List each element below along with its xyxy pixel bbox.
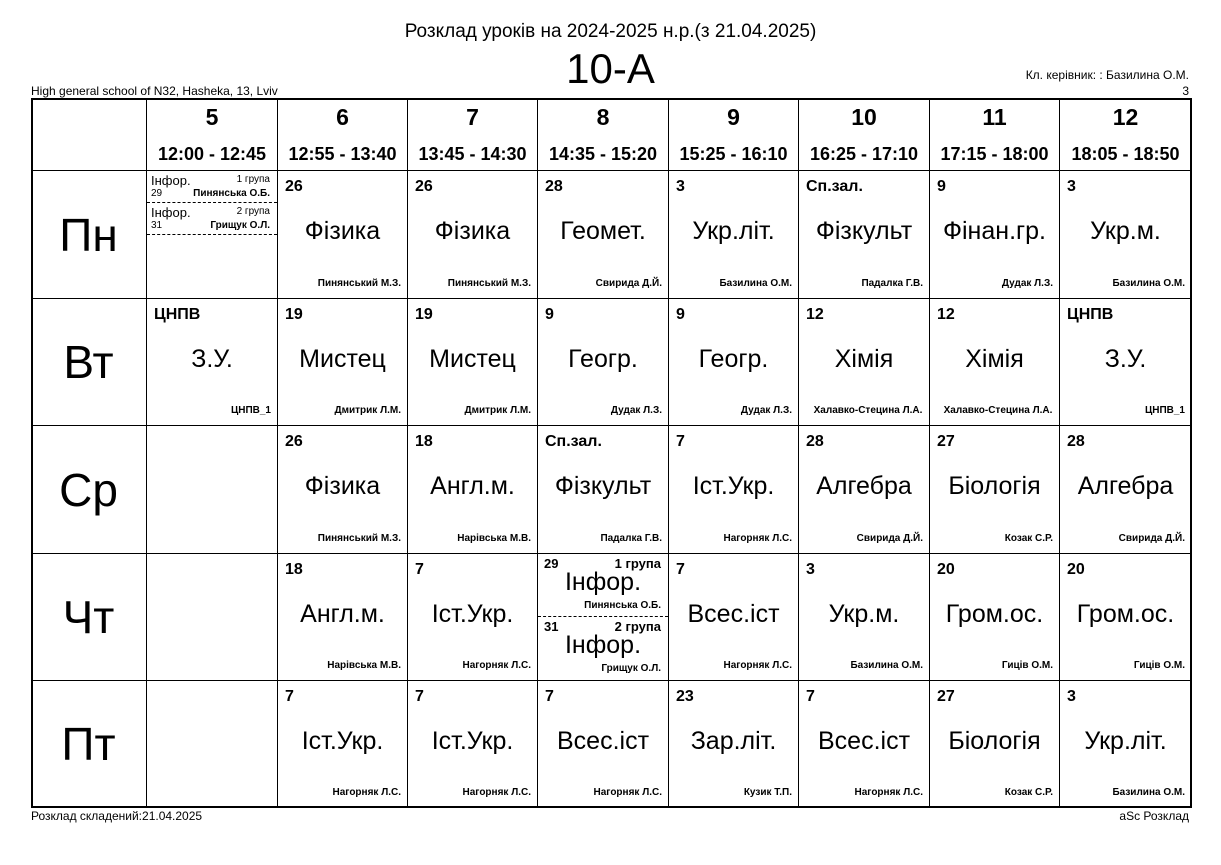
lesson-room: ЦНПВ xyxy=(154,306,201,323)
lesson-room: 7 xyxy=(545,688,554,705)
period-number: 6 xyxy=(336,104,349,130)
lesson-cell xyxy=(408,171,538,299)
lesson-teacher: Дудак Л.З. xyxy=(610,405,662,416)
created-date: Розклад складений:21.04.2025 xyxy=(31,809,203,823)
lesson-teacher: Падалка Г.В. xyxy=(861,278,923,289)
day-name: Ср xyxy=(59,463,118,516)
lesson-cell xyxy=(1060,426,1192,554)
lesson-teacher: Дудак Л.З. xyxy=(1001,278,1053,289)
lesson-cell xyxy=(538,681,669,808)
lesson-subject: Гром.ос. xyxy=(945,600,1044,628)
corner-cell xyxy=(31,98,147,171)
lesson-subject: Хімія xyxy=(834,345,894,373)
lesson-room: 31 xyxy=(151,220,163,231)
lesson-subject: Алгебра xyxy=(816,472,912,500)
period-header xyxy=(930,98,1060,171)
lesson-teacher: Базилина О.М. xyxy=(850,660,923,671)
lesson-cell xyxy=(669,681,799,808)
lesson-cell xyxy=(278,299,408,426)
lesson-cell xyxy=(930,171,1060,299)
lesson-teacher: Нагорняк Л.С. xyxy=(462,787,531,798)
lesson-subject: Біологія xyxy=(948,472,1041,500)
lesson-subject: Фізкульт xyxy=(554,472,652,500)
lesson-teacher: Нагорняк Л.С. xyxy=(723,660,792,671)
lesson-cell xyxy=(669,171,799,299)
lesson-teacher: Пинянський М.З. xyxy=(317,533,401,544)
period-number: 12 xyxy=(1112,104,1139,130)
day-cell xyxy=(31,299,147,426)
lesson-subject: З.У. xyxy=(191,345,233,373)
lesson-cell xyxy=(538,426,669,554)
lesson-cell xyxy=(147,299,278,426)
lesson-subject: Англ.м. xyxy=(430,472,515,500)
lesson-cell xyxy=(669,426,799,554)
lesson-subject: Всес.іст xyxy=(556,727,650,755)
day-cell xyxy=(31,426,147,554)
lesson-subject: Біологія xyxy=(948,727,1041,755)
lesson-cell xyxy=(278,681,408,808)
lesson-teacher: Нагорняк Л.С. xyxy=(854,787,923,798)
lesson-teacher: Нарівська М.В. xyxy=(327,660,401,671)
lesson-room: 12 xyxy=(937,306,955,323)
lesson-teacher: Дмитрик Л.М. xyxy=(334,405,401,416)
lesson-room: 7 xyxy=(676,433,685,450)
lesson-room: Сп.зал. xyxy=(545,433,602,450)
lesson-room: 7 xyxy=(806,688,815,705)
lesson-room: 26 xyxy=(285,178,303,195)
schedule-title: Розклад уроків на 2024-2025 н.р.(з 21.04.2025) xyxy=(404,21,817,42)
day-name: Чт xyxy=(62,591,115,643)
lesson-cell xyxy=(930,554,1060,681)
timetable-grid xyxy=(31,98,1192,808)
lesson-room: 19 xyxy=(285,306,303,323)
lesson-cell xyxy=(669,554,799,681)
period-number: 7 xyxy=(466,104,479,130)
lesson-room: Сп.зал. xyxy=(806,178,863,195)
group-lesson xyxy=(538,617,668,680)
lesson-cell xyxy=(799,681,930,808)
lesson-subject: Укр.м. xyxy=(828,600,900,628)
lesson-teacher: Свирида Д.Й. xyxy=(1118,533,1185,544)
lesson-subject: Укр.літ. xyxy=(692,217,775,245)
lesson-teacher: Дудак Л.З. xyxy=(740,405,792,416)
lesson-teacher: Кузик Т.П. xyxy=(743,787,792,798)
lesson-teacher: Халавко-Стецина Л.А. xyxy=(813,405,923,416)
lesson-teacher: Свирида Д.Й. xyxy=(856,533,923,544)
lesson-cell xyxy=(930,681,1060,808)
lesson-room: 20 xyxy=(1067,561,1085,578)
lesson-teacher: Грищук О.Л. xyxy=(210,220,270,231)
lesson-teacher: Нагорняк Л.С. xyxy=(723,533,792,544)
lesson-teacher: Нагорняк Л.С. xyxy=(593,787,662,798)
day-name: Пн xyxy=(59,208,118,261)
lesson-subject: Іст.Укр. xyxy=(301,727,384,755)
class-teacher: Кл. керівник: : Базилина О.М. xyxy=(1025,68,1189,82)
lesson-cell xyxy=(799,171,930,299)
lesson-room: 18 xyxy=(415,433,433,450)
lesson-room: 19 xyxy=(415,306,433,323)
lesson-room: 7 xyxy=(415,561,424,578)
lesson-cell xyxy=(408,299,538,426)
lesson-room: 3 xyxy=(1067,178,1076,195)
lesson-teacher: Нагорняк Л.С. xyxy=(462,660,531,671)
day-cell xyxy=(31,171,147,299)
lesson-room: 18 xyxy=(285,561,303,578)
period-time: 12:00 - 12:45 xyxy=(157,144,267,164)
lesson-subject: Фізкульт xyxy=(815,217,913,245)
lesson-teacher: Козак С.Р. xyxy=(1004,787,1053,798)
period-header xyxy=(147,98,278,171)
lesson-room: 9 xyxy=(676,306,685,323)
lesson-subject: Геогр. xyxy=(698,345,769,373)
period-time: 15:25 - 16:10 xyxy=(679,144,788,164)
lesson-subject: Іст.Укр. xyxy=(431,600,514,628)
lesson-room: ЦНПВ xyxy=(1067,306,1114,323)
lesson-cell xyxy=(147,171,278,299)
period-header xyxy=(408,98,538,171)
lesson-teacher: Нагорняк Л.С. xyxy=(332,787,401,798)
lesson-room: 27 xyxy=(937,688,955,705)
period-time: 14:35 - 15:20 xyxy=(548,144,658,164)
period-number: 10 xyxy=(851,104,877,130)
period-header xyxy=(1060,98,1192,171)
page-number: 3 xyxy=(1182,84,1189,98)
lesson-cell xyxy=(799,554,930,681)
lesson-teacher: Пинянська О.Б. xyxy=(193,188,270,199)
lesson-room: 28 xyxy=(806,433,824,450)
lesson-subject: Фізика xyxy=(304,472,381,500)
lesson-room: 28 xyxy=(545,178,563,195)
lesson-room: 26 xyxy=(415,178,433,195)
lesson-cell xyxy=(538,554,669,681)
empty-cell xyxy=(147,426,278,554)
lesson-room: 9 xyxy=(937,178,946,195)
lesson-subject: Укр.літ. xyxy=(1084,727,1167,755)
lesson-room: 29 xyxy=(151,188,163,199)
lesson-room: 7 xyxy=(676,561,685,578)
lesson-cell xyxy=(278,554,408,681)
lesson-subject: Мистец xyxy=(429,345,516,373)
period-header xyxy=(278,98,408,171)
empty-cell xyxy=(147,681,278,808)
day-name: Пт xyxy=(61,718,116,770)
lesson-room: 28 xyxy=(1067,433,1085,450)
lesson-cell xyxy=(1060,554,1192,681)
day-cell xyxy=(31,681,147,808)
period-number: 5 xyxy=(205,104,219,130)
lesson-cell xyxy=(538,171,669,299)
lesson-subject: Інфор. xyxy=(151,205,191,220)
lesson-subject: Хімія xyxy=(965,345,1024,373)
lesson-teacher: Базилина О.М. xyxy=(1112,787,1185,798)
lesson-room: 7 xyxy=(415,688,424,705)
lesson-subject: Мистец xyxy=(299,345,386,373)
lesson-subject: Укр.м. xyxy=(1090,217,1161,245)
lesson-cell xyxy=(1060,171,1192,299)
lesson-teacher: Гиців О.М. xyxy=(1001,660,1053,671)
lesson-teacher: Гиців О.М. xyxy=(1133,660,1185,671)
lesson-cell xyxy=(930,299,1060,426)
day-name: Вт xyxy=(63,336,114,388)
lesson-cell xyxy=(538,299,669,426)
empty-cell xyxy=(147,554,278,681)
period-time: 18:05 - 18:50 xyxy=(1071,144,1180,164)
lesson-subject: Англ.м. xyxy=(300,600,385,628)
period-header xyxy=(669,98,799,171)
lesson-teacher: Базилина О.М. xyxy=(719,278,792,289)
period-time: 13:45 - 14:30 xyxy=(418,144,527,164)
lesson-cell xyxy=(408,426,538,554)
lesson-room: 3 xyxy=(1067,688,1076,705)
school-name: High general school of N32, Hasheka, 13, Lviv xyxy=(31,84,278,98)
lesson-teacher: Грищук О.Л. xyxy=(601,663,661,674)
lesson-teacher: Козак С.Р. xyxy=(1004,533,1053,544)
lesson-cell xyxy=(408,554,538,681)
lesson-teacher: ЦНПВ_1 xyxy=(1144,405,1185,416)
lesson-teacher: Пинянський М.З. xyxy=(317,278,401,289)
class-name: 10-А xyxy=(566,45,655,92)
lesson-room: 7 xyxy=(285,688,294,705)
lesson-room: 3 xyxy=(676,178,685,195)
lesson-room: 12 xyxy=(806,306,824,323)
lesson-subject: Інфор. xyxy=(564,568,642,596)
lesson-teacher: Пинянська О.Б. xyxy=(584,600,661,611)
lesson-room: 3 xyxy=(806,561,815,578)
lesson-subject: Гром.ос. xyxy=(1076,600,1175,628)
period-time: 12:55 - 13:40 xyxy=(288,144,397,164)
lesson-subject: Алгебра xyxy=(1077,472,1174,500)
period-number: 9 xyxy=(727,104,740,130)
lesson-subject: Фізика xyxy=(434,217,511,245)
lesson-teacher: Свирида Д.Й. xyxy=(595,278,662,289)
lesson-subject: Інфор. xyxy=(564,631,642,659)
lesson-cell xyxy=(278,426,408,554)
lesson-group: 1 група xyxy=(614,556,661,571)
lesson-subject: Всес.іст xyxy=(687,600,780,628)
lesson-group: 2 група xyxy=(236,206,270,217)
lesson-teacher: Дмитрик Л.М. xyxy=(464,405,531,416)
lesson-group: 1 група xyxy=(236,174,270,185)
lesson-room: 9 xyxy=(545,306,554,323)
lesson-teacher: Нарівська М.В. xyxy=(457,533,531,544)
lesson-cell xyxy=(799,299,930,426)
lesson-room: 20 xyxy=(937,561,955,578)
lesson-subject: Інфор. xyxy=(151,173,191,188)
lesson-subject: Фізика xyxy=(304,217,381,245)
lesson-subject: З.У. xyxy=(1104,345,1147,373)
period-time: 17:15 - 18:00 xyxy=(940,144,1049,164)
period-time: 16:25 - 17:10 xyxy=(809,144,919,164)
lesson-teacher: Пинянський М.З. xyxy=(447,278,531,289)
lesson-cell xyxy=(408,681,538,808)
lesson-teacher: ЦНПВ_1 xyxy=(230,405,271,416)
lesson-subject: Геогр. xyxy=(568,345,638,373)
lesson-cell xyxy=(799,426,930,554)
lesson-room: 29 xyxy=(544,556,559,571)
lesson-cell xyxy=(930,426,1060,554)
lesson-cell xyxy=(669,299,799,426)
lesson-teacher: Халавко-Стецина Л.А. xyxy=(943,405,1053,416)
lesson-subject: Фінан.гр. xyxy=(943,217,1046,245)
lesson-teacher: Падалка Г.В. xyxy=(600,533,662,544)
period-header xyxy=(538,98,669,171)
lesson-subject: Іст.Укр. xyxy=(692,472,775,500)
lesson-room: 26 xyxy=(285,433,303,450)
period-number: 8 xyxy=(596,104,610,130)
software-name: aSc Розклад xyxy=(1119,809,1189,823)
group-lesson xyxy=(147,171,277,203)
lesson-room: 27 xyxy=(937,433,955,450)
lesson-subject: Геомет. xyxy=(560,217,646,245)
lesson-cell xyxy=(1060,681,1192,808)
period-header xyxy=(799,98,930,171)
lesson-subject: Зар.літ. xyxy=(690,727,777,755)
day-cell xyxy=(31,554,147,681)
lesson-room: 23 xyxy=(676,688,694,705)
lesson-room: 31 xyxy=(544,619,559,634)
lesson-teacher: Базилина О.М. xyxy=(1112,278,1185,289)
lesson-group: 2 група xyxy=(614,619,661,634)
lesson-cell xyxy=(1060,299,1192,426)
lesson-subject: Іст.Укр. xyxy=(431,727,514,755)
group-lesson xyxy=(147,203,277,235)
lesson-subject: Всес.іст xyxy=(817,727,911,755)
period-number: 11 xyxy=(982,104,1007,130)
group-lesson xyxy=(538,554,668,617)
lesson-cell xyxy=(278,171,408,299)
